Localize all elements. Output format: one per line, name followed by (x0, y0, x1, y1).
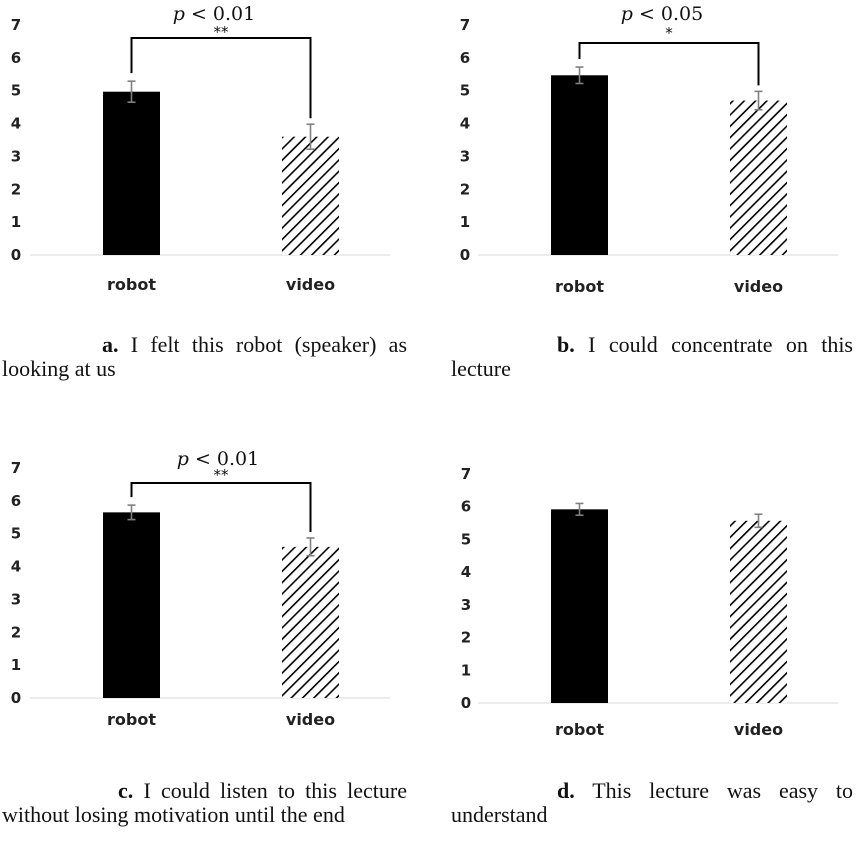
y-tick-label-d-0: 0 (460, 694, 472, 712)
category-label-video-b: video (733, 277, 784, 296)
y-tick-label-d-3: 3 (460, 595, 472, 614)
bar-robot-d (551, 509, 608, 703)
y-tick-label-d-6: 6 (460, 497, 472, 516)
y-tick-label-a-7: 7 (10, 16, 22, 34)
y-tick-label-a-4: 4 (10, 114, 22, 133)
caption-c (2, 779, 407, 827)
bar-chart-c (0, 445, 420, 745)
caption-text-c: I could listen to this lecture without losing motivation until the end (2, 778, 407, 827)
y-tick-label-a-3: 3 (10, 147, 22, 166)
y-tick-label-b-4: 4 (459, 114, 471, 133)
y-tick-label-c-3: 3 (10, 590, 22, 609)
significance-stars-a: ** (213, 23, 229, 41)
y-tick-label-c-7: 7 (10, 459, 22, 477)
category-label-robot-a: robot (107, 275, 156, 294)
caption-letter-c: c. (118, 778, 134, 803)
y-tick-label-d-7: 7 (460, 465, 472, 483)
caption-a (2, 333, 407, 381)
y-tick-label-b-3: 3 (459, 147, 471, 166)
bar-video-d (730, 521, 787, 703)
p-value-label-b: p < 0.05 (620, 3, 704, 25)
bar-chart-a (0, 0, 420, 300)
category-label-video-d: video (733, 720, 784, 739)
category-label-video-c: video (285, 710, 336, 729)
p-value-label-a: p < 0.01 (172, 3, 256, 25)
category-label-robot-b: robot (555, 277, 604, 296)
caption-text-a: I felt this robot (speaker) as looking at us (2, 332, 408, 381)
y-tick-label-a-0: 0 (10, 246, 22, 264)
y-tick-label-a-5: 5 (10, 81, 22, 100)
chart-panel-c (0, 445, 420, 745)
category-label-robot-c: robot (107, 710, 156, 729)
y-tick-label-b-0: 0 (459, 246, 471, 264)
bar-robot-b (551, 75, 608, 255)
bar-video-b (730, 101, 787, 255)
bar-video-a (282, 137, 339, 255)
category-label-video-a: video (285, 275, 336, 294)
caption-letter-b: b. (557, 332, 575, 357)
y-tick-label-c-0: 0 (10, 689, 22, 707)
caption-b (451, 333, 853, 381)
category-label-robot-d: robot (555, 720, 604, 739)
y-tick-label-c-6: 6 (10, 491, 22, 510)
y-tick-label-c-4: 4 (10, 557, 22, 576)
y-tick-label-a-2: 2 (10, 180, 22, 199)
y-tick-label-b-1: 1 (459, 213, 471, 232)
y-tick-label-a-1: 1 (10, 213, 22, 232)
bar-robot-a (103, 92, 160, 255)
y-tick-label-d-2: 2 (460, 628, 472, 647)
y-tick-label-d-5: 5 (460, 530, 472, 549)
caption-letter-d: d. (557, 778, 575, 803)
y-tick-label-d-4: 4 (460, 563, 472, 582)
y-tick-label-c-5: 5 (10, 524, 22, 543)
y-tick-label-c-2: 2 (10, 623, 22, 642)
bar-video-c (282, 547, 339, 698)
y-tick-label-a-6: 6 (10, 48, 22, 67)
bar-robot-c (103, 512, 160, 698)
p-value-label-c: p < 0.01 (176, 448, 260, 470)
y-tick-label-b-2: 2 (459, 180, 471, 199)
significance-stars-b: * (665, 24, 673, 42)
caption-text-d: This lecture was easy to understand (451, 778, 854, 827)
y-tick-label-b-6: 6 (459, 48, 471, 67)
caption-d (451, 779, 853, 827)
caption-letter-a: a. (102, 332, 119, 357)
y-tick-label-c-1: 1 (10, 656, 22, 675)
y-tick-label-b-7: 7 (459, 16, 471, 34)
chart-panel-d (448, 445, 858, 745)
y-tick-label-d-1: 1 (460, 661, 472, 680)
y-tick-label-b-5: 5 (459, 81, 471, 100)
caption-text-b: I could concentrate on this lecture (451, 332, 853, 381)
chart-panel-a (0, 0, 420, 300)
bar-chart-d (448, 445, 858, 745)
significance-stars-c: ** (213, 466, 229, 484)
bar-chart-b (448, 0, 858, 300)
chart-panel-b (448, 0, 858, 300)
